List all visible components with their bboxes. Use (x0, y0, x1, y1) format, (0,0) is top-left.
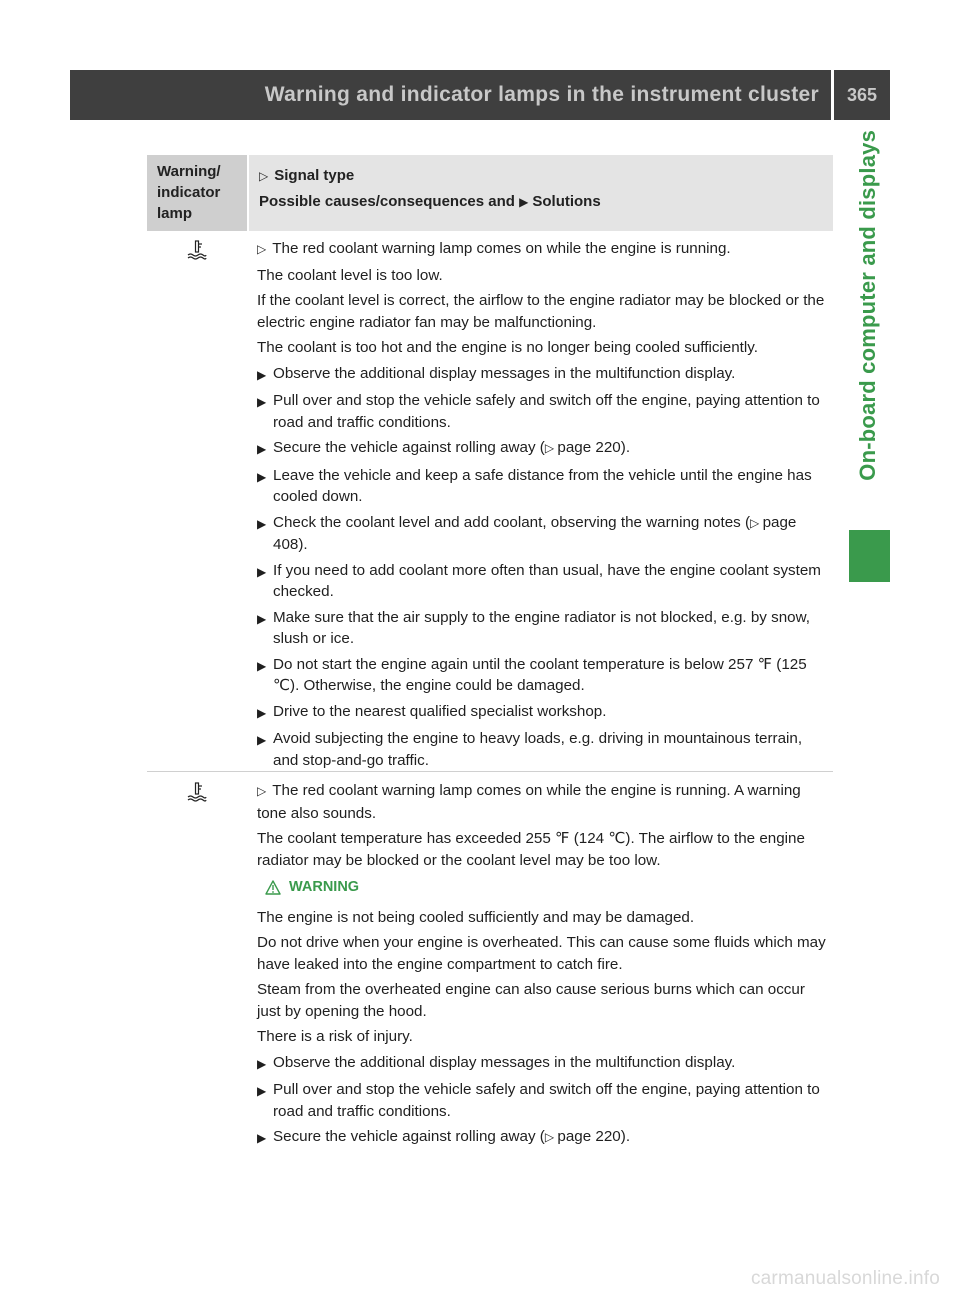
action-step: ▶ Avoid subjecting the engine to heavy loads, e.g. driving in mountainous terrain, and stop-and-go traffic. (257, 728, 829, 771)
action-arrow-icon: ▶ (257, 395, 267, 409)
action-arrow-icon: ▶ (257, 1084, 267, 1098)
warning-heading: WARNING (265, 877, 829, 899)
action-arrow-icon: ▶ (257, 367, 267, 382)
chapter-tab-label: On-board computer and displays (855, 130, 880, 481)
section-title: Warning and indicator lamps in the instrument cluster (70, 70, 831, 120)
page-ref-icon: ▷ (750, 515, 763, 530)
action-step: ▶ Observe the additional display messages in the multifunction display. (257, 1052, 829, 1076)
signal-triangle-icon: ▷ (257, 242, 267, 256)
page-reference-link[interactable]: page 408 (273, 513, 797, 553)
action-step: ▶ Secure the vehicle against rolling away (▷ page 220). (257, 437, 829, 461)
page-header (70, 70, 890, 120)
table-header (147, 155, 833, 231)
column-header-signal: ▷ Signal type Possible causes/consequences and ▶ Solutions (249, 155, 833, 231)
page-reference-link[interactable]: page 220 (557, 439, 621, 456)
action-step: ▶ Observe the additional display messages in the multifunction display. (257, 363, 829, 387)
action-step: ▶ Make sure that the air supply to the engine radiator is not blocked, e.g. by snow, slush or ice. (257, 607, 829, 650)
row-divider (147, 771, 833, 772)
action-step: ▶ Check the coolant level and add coolant, observing the warning notes (▷ page 408). (257, 512, 829, 556)
action-step: ▶ Pull over and stop the vehicle safely and switch off the engine, paying attention to road and traffic conditions. (257, 390, 829, 433)
action-step: ▶ Leave the vehicle and keep a safe distance from the vehicle until the engine has cooled down. (257, 465, 829, 508)
action-arrow-icon: ▶ (519, 195, 529, 209)
action-step: ▶ Drive to the nearest qualified specialist workshop. (257, 701, 829, 725)
action-arrow-icon: ▶ (257, 564, 267, 579)
signal-triangle-icon: ▷ (257, 784, 267, 798)
action-step: ▶ If you need to add coolant more often than usual, have the engine coolant system checked. (257, 560, 829, 603)
chapter-tab-marker (849, 530, 890, 582)
action-arrow-icon: ▶ (257, 611, 267, 626)
signal-triangle-icon: ▷ (259, 169, 269, 183)
coolant-temperature-icon (186, 240, 208, 260)
action-arrow-icon: ▶ (257, 1131, 267, 1145)
action-step: ▶ Pull over and stop the vehicle safely and switch off the engine, paying attention to road and traffic conditions. (257, 1079, 829, 1122)
coolant-temperature-icon (186, 782, 208, 802)
action-arrow-icon: ▶ (257, 1056, 267, 1071)
action-arrow-icon: ▶ (257, 658, 267, 673)
page-ref-icon: ▷ (544, 441, 558, 455)
action-arrow-icon: ▶ (257, 442, 267, 456)
action-arrow-icon: ▶ (257, 516, 267, 531)
action-step: ▶ Secure the vehicle against rolling away (▷ page 220). (257, 1126, 829, 1150)
page-reference-link[interactable]: page 220 (557, 1128, 621, 1145)
action-arrow-icon: ▶ (257, 705, 267, 720)
page-ref-icon: ▷ (544, 1130, 558, 1144)
column-header-lamp: Warning/ indicator lamp (147, 155, 247, 231)
watermark: carmanualsonline.info (750, 1268, 940, 1289)
page-number: 365 (834, 70, 890, 120)
action-arrow-icon: ▶ (257, 469, 267, 484)
action-step: ▶ Do not start the engine again until the coolant temperature is below 257 ℉ (125 ℃). Otherwise, the engine could be damaged. (257, 654, 829, 697)
chapter-tab (848, 130, 888, 530)
warning-triangle-icon (265, 880, 281, 895)
action-arrow-icon: ▶ (257, 733, 267, 747)
